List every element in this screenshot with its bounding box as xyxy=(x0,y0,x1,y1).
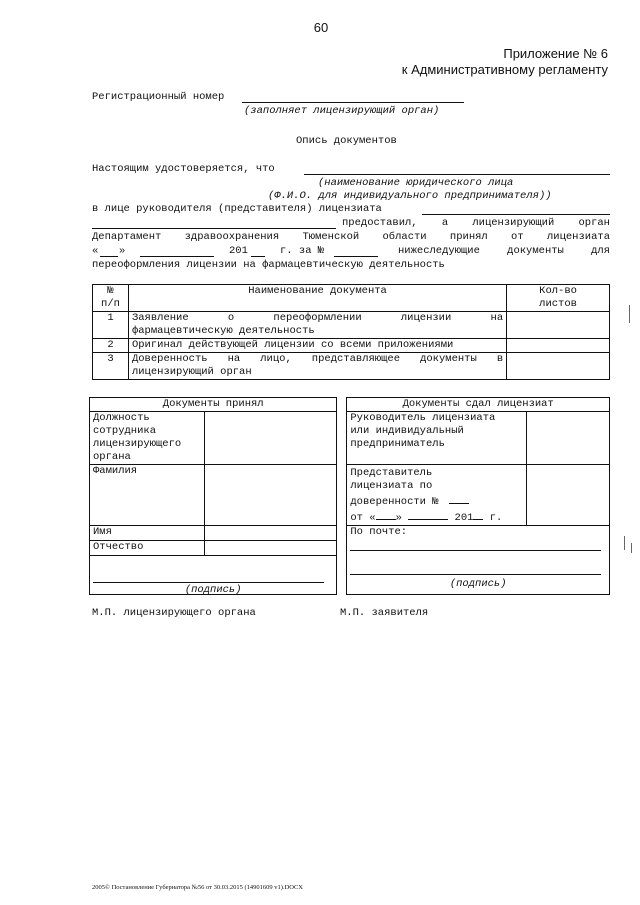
registration-label: Регистрационный номер xyxy=(92,91,225,103)
footer-file-reference: 2005© Постановление Губернатора №56 от 30.03.2015 (14901609 v1).DOCX xyxy=(92,884,303,891)
position-label-line-2: сотрудника xyxy=(93,425,157,437)
row-document-name xyxy=(128,339,506,353)
row-document-name-line-1: Оригинал действующей лицензии со всеми приложениями xyxy=(131,339,454,351)
table-gap xyxy=(337,526,347,541)
registration-number-field[interactable] xyxy=(242,102,464,103)
table-row xyxy=(93,339,610,353)
by-mail-address-line-2[interactable] xyxy=(350,574,601,575)
table-gap xyxy=(337,541,347,556)
document-title: Опись документов xyxy=(296,135,397,147)
department-text: Департамент здравоохранения Тюменской области принял от лицензиата xyxy=(92,231,610,243)
row-document-name-line-1: Заявление о переоформлении лицензии на xyxy=(131,312,504,324)
table-gap xyxy=(337,465,347,526)
representative-field-2[interactable] xyxy=(92,228,336,229)
table-gap xyxy=(337,556,347,595)
row-number: 2 xyxy=(93,339,129,353)
representative-field-1[interactable] xyxy=(422,214,610,215)
scan-mark xyxy=(629,305,630,323)
row-sheet-count[interactable] xyxy=(507,353,610,380)
following-text: нижеследующие документы для xyxy=(398,245,610,257)
number-label: г. за № xyxy=(280,245,325,257)
row-document-name-line-2: лицензирующий орган xyxy=(131,366,252,378)
page-number: 60 xyxy=(313,20,329,35)
delivered-header: Документы сдал лицензиат xyxy=(347,398,610,412)
legal-entity-hint: (наименование юридического лица xyxy=(318,177,514,189)
position-value[interactable] xyxy=(204,412,336,465)
presented-text: предоставил, а лицензирующий орган xyxy=(342,217,610,229)
power-of-attorney-day-field[interactable] xyxy=(376,509,396,520)
signatures-table xyxy=(89,397,610,595)
registration-hint: (заполняет лицензирующий орган) xyxy=(244,105,440,117)
date-day-field[interactable] xyxy=(100,256,118,257)
date-year-field[interactable] xyxy=(251,256,265,257)
table-row xyxy=(93,312,610,339)
col-count-header-line-2: листов xyxy=(539,298,577,310)
head-label-line-1: Руководитель лицензиата xyxy=(350,412,496,424)
scan-mark xyxy=(631,543,632,553)
row-document-name-line-1: Доверенность на лицо, представляющее документы в xyxy=(131,353,504,365)
date-quote-open: « xyxy=(92,245,99,257)
head-label-line-2: или индивидуальный xyxy=(350,425,464,437)
representative-label-line-2: лицензиата по xyxy=(350,480,433,492)
signatures-table-header xyxy=(90,398,610,412)
name-label: Имя xyxy=(90,526,205,541)
representative-label-line-3 xyxy=(350,493,523,509)
delivered-signature-caption: (подпись) xyxy=(449,578,507,590)
col-number-header xyxy=(93,285,129,312)
documents-table xyxy=(92,284,610,380)
accepted-signature-caption: (подпись) xyxy=(184,584,242,596)
by-mail-cell xyxy=(347,526,610,595)
head-value[interactable] xyxy=(527,412,610,465)
power-of-attorney-year: 201 xyxy=(454,512,474,524)
purpose-text: переоформления лицензии на фармацевтическую деятельность xyxy=(92,259,445,271)
legal-entity-field[interactable] xyxy=(304,174,610,175)
col-name-header-text: Наименование документа xyxy=(248,285,387,297)
power-of-attorney-date-open: от « xyxy=(350,512,376,524)
representative-value[interactable] xyxy=(527,465,610,526)
table-row xyxy=(90,412,610,465)
row-sheet-count[interactable] xyxy=(507,312,610,339)
appendix-line-2: к Административному регламенту xyxy=(401,62,608,77)
power-of-attorney-month-field[interactable] xyxy=(408,509,448,520)
by-mail-address-line-1[interactable] xyxy=(350,550,601,551)
col-name-header xyxy=(128,285,506,312)
date-quote-close: » xyxy=(119,245,126,257)
table-gap xyxy=(337,412,347,465)
accepted-header: Документы принял xyxy=(90,398,337,412)
table-row xyxy=(90,526,610,541)
representative-label xyxy=(347,465,527,526)
table-row xyxy=(93,353,610,380)
table-row xyxy=(90,465,610,526)
accepted-signature-line[interactable] xyxy=(93,582,324,583)
number-field[interactable] xyxy=(334,256,378,257)
head-label xyxy=(347,412,527,465)
representative-label-line-1: Представитель xyxy=(350,467,433,479)
power-of-attorney-number-label: доверенности № xyxy=(350,496,439,508)
date-year-text: 201 xyxy=(229,245,248,257)
certify-text: Настоящим удостоверяется, что xyxy=(92,163,275,175)
col-count-header-line-1: Кол-во xyxy=(539,285,577,297)
accepted-signature-cell xyxy=(90,556,337,595)
row-document-name xyxy=(128,353,506,380)
scan-mark xyxy=(624,536,625,550)
col-number-header-line-2: п/п xyxy=(101,298,120,310)
head-label-line-3: предприниматель xyxy=(350,438,445,450)
table-gap xyxy=(337,398,347,412)
power-of-attorney-year-field[interactable] xyxy=(473,509,483,520)
stamp-authority: М.П. лицензирующего органа xyxy=(92,607,256,619)
representative-text: в лице руководителя (представителя) лицензиата xyxy=(92,203,382,215)
row-number: 1 xyxy=(93,312,129,339)
by-mail-label: По почте: xyxy=(350,526,408,538)
surname-value[interactable] xyxy=(204,465,336,526)
appendix-line-1: Приложение № 6 xyxy=(503,46,608,61)
row-document-name-line-2: фармацевтическую деятельность xyxy=(131,325,315,337)
name-value[interactable] xyxy=(204,526,336,541)
col-number-header-line-1: № xyxy=(107,285,114,297)
power-of-attorney-date-close: » xyxy=(395,512,402,524)
row-document-name xyxy=(128,312,506,339)
position-label-line-4: органа xyxy=(93,451,131,463)
stamp-applicant: М.П. заявителя xyxy=(340,607,429,619)
row-sheet-count[interactable] xyxy=(507,339,610,353)
documents-table-header xyxy=(93,285,610,312)
position-label xyxy=(90,412,205,465)
patronymic-value[interactable] xyxy=(204,541,336,556)
surname-label: Фамилия xyxy=(90,465,205,526)
patronymic-label: Отчество xyxy=(90,541,205,556)
date-month-field[interactable] xyxy=(140,256,214,257)
row-number: 3 xyxy=(93,353,129,380)
power-of-attorney-year-suffix: г. xyxy=(489,512,503,524)
position-label-line-3: лицензирующего xyxy=(93,438,182,450)
col-count-header xyxy=(507,285,610,312)
power-of-attorney-number-field[interactable] xyxy=(449,493,469,504)
position-label-line-1: Должность xyxy=(93,412,150,424)
representative-label-line-4 xyxy=(350,509,523,525)
entrepreneur-hint: (Ф.И.О. для индивидуального предпринимателя)) xyxy=(268,190,552,202)
